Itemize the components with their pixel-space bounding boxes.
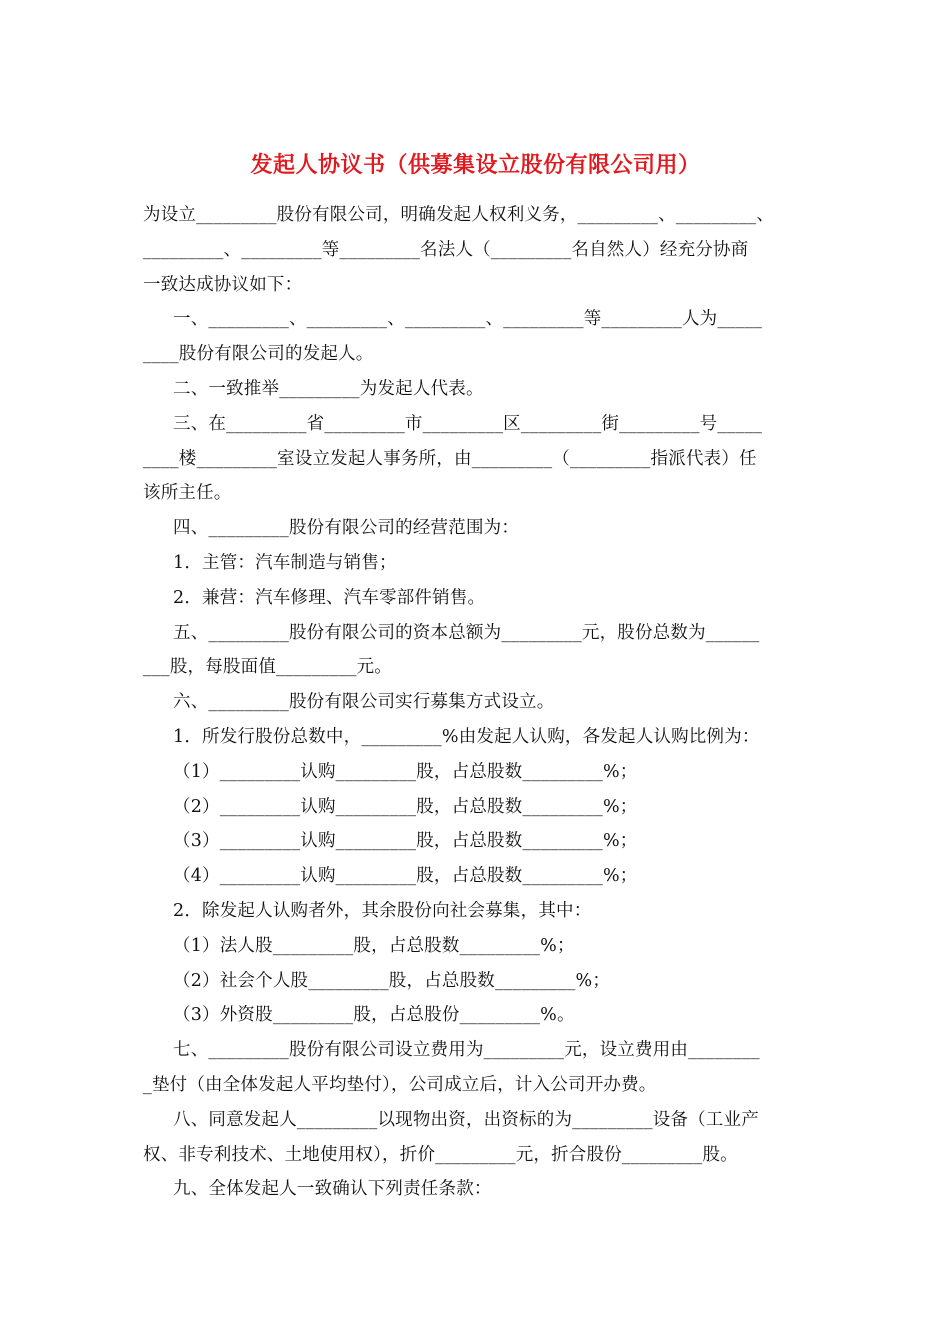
clause-6-item-2: 2．除发起人认购者外，其余股份向社会募集，其中：	[173, 900, 592, 921]
clause-4: 四、_________股份有限公司的经营范围为：	[173, 518, 520, 539]
clause-8-line-2: 权、非专利技术、土地使用权），折价_________元，折合股份_________股。	[143, 1144, 738, 1165]
clause-6-item-1: 1．所发行股份总数中，_________%由发起人认购，各发起人认购比例为：	[173, 726, 760, 747]
clause-7-line-1: 七、_________股份有限公司设立费用为_________元，设立费用由________	[173, 1040, 760, 1061]
clause-9: 九、全体发起人一致确认下列责任条款：	[173, 1179, 492, 1200]
clause-6-sub-1: （1）_________认购_________股，占总股数_________%；	[173, 761, 638, 782]
document-title: 发起人协议书（供募集设立股份有限公司用）	[250, 152, 701, 178]
clause-3-line-3: 该所主任。	[143, 483, 232, 504]
clause-1-line-1: 一、_________、_________、_________、_________等_________人为_____	[173, 309, 763, 330]
clause-6-sub-4: （4）_________认购_________股，占总股数_________%；	[173, 866, 638, 887]
clause-1-line-2: ____股份有限公司的发起人。	[143, 344, 374, 365]
clause-6: 六、_________股份有限公司实行募集方式设立。	[173, 692, 555, 713]
clause-4-item-2: 2．兼营：汽车修理、汽车零部件销售。	[173, 587, 486, 608]
clause-6-sub-2: （2）_________认购_________股，占总股数_________%；	[173, 796, 638, 817]
clause-5-line-2: ___股，每股面值_________元。	[143, 657, 392, 678]
clause-6-sub-3: （3）_________认购_________股，占总股数_________%；	[173, 831, 638, 852]
clause-3-line-2: ____楼_________室设立发起人事务所，由_________（_________指派代表）任	[143, 448, 757, 469]
clause-7-line-2: _垫付（由全体发起人平均垫付），公司成立后，计入公司开办费。	[143, 1074, 657, 1095]
body-line-1: 为设立_________股份有限公司，明确发起人权利义务，_________、_________、	[143, 205, 775, 225]
body-line-3: 一致达成协议如下：	[143, 274, 303, 295]
clause-3-line-1: 三、在_________省_________市_________区_________街_________号_____	[173, 413, 763, 434]
clause-8-line-1: 八、同意发起人_________以现物出资，出资标的为_________设备（工业产	[173, 1109, 759, 1130]
clause-6-item-2-sub-3: （3）外资股_________股，占总股份_________%。	[173, 1005, 575, 1026]
document-page	[143, 148, 808, 1207]
body-line-2: _________、_________等_________名法人（_________名自然人）经充分协商	[143, 239, 749, 260]
clause-5-line-1: 五、_________股份有限公司的资本总额为_________元，股份总数为______	[173, 622, 760, 643]
clause-6-item-2-sub-1: （1）法人股_________股，占总股数_________%；	[173, 935, 575, 956]
clause-2: 二、一致推举_________为发起人代表。	[173, 378, 484, 399]
clause-6-item-2-sub-2: （2）社会个人股_________股，占总股数_________%；	[173, 970, 611, 991]
clause-4-item-1: 1．主管：汽车制造与销售；	[173, 552, 397, 573]
